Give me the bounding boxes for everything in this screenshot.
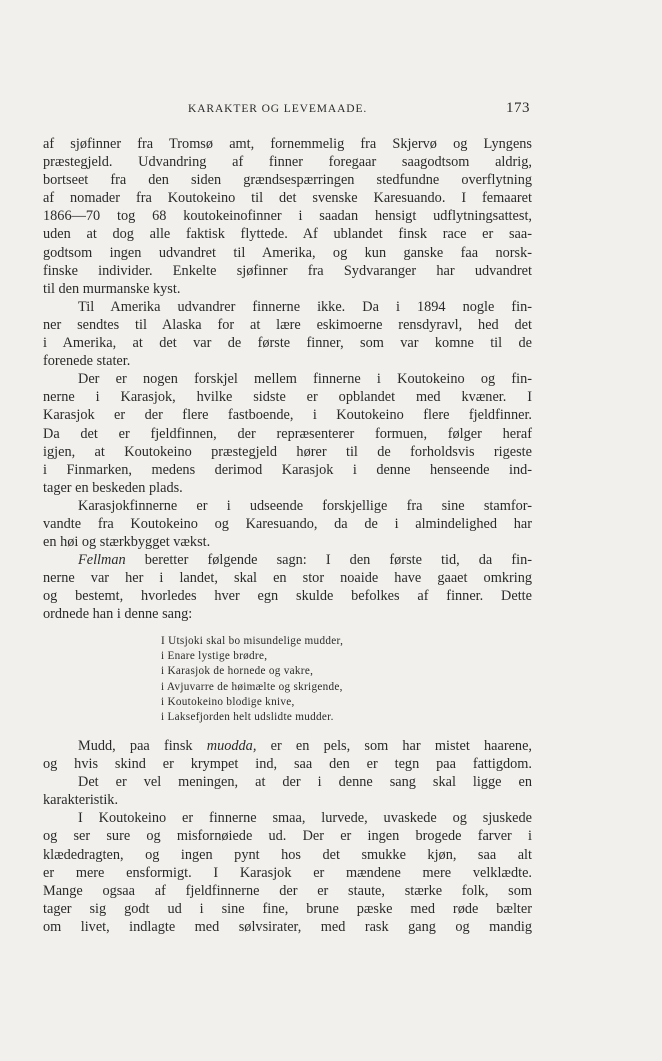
text-line: godtsom ingen udvandret til Amerika, og kun ganske faa norsk- [43,244,532,261]
text-line: Da det er fjeldfinnen, der repræsenterer formuen, følger heraf [43,425,532,442]
text-line: Karasjok er der flere fastboende, i Koutokeino flere fjeldfinner. [43,407,532,424]
text-line: nerne i Karasjok, hvilke sidste er opblandet med kvæner. I [43,389,532,406]
text-line: ner sendtes til Alaska for at lære eskimoerne rensdyravl, hed det [43,316,532,333]
text-line: igjen, at Koutokeino præstegjeld hører til de forholdsvis rigeste [43,443,532,460]
poem-line: i Koutokeino blodige knive, [161,695,295,708]
text-line: om livet, indlagte med sølvsirater, med rask gang og mandig [43,918,532,935]
text-line: I Koutokeino er finnerne smaa, lurvede, uvaskede og sjuskede [78,810,532,827]
poem-line: i Karasjok de hornede og vakre, [161,665,314,678]
text-line: finske individer. Enkelte sjøfinner fra Sydvaranger har udvandret [43,262,532,279]
text-fragment: Mudd, paa finsk [78,738,207,754]
text-line: en høi og stærkbygget vækst. [43,534,211,551]
text-line: bortseet fra den siden grændsespærringen stedfundne overflytning [43,172,532,189]
text-line: af sjøfinner fra Tromsø amt, fornemmelig fra Skjervø og Lyngens [43,136,532,152]
text-line: Mange ogsaa af fjeldfinnerne der er staute, stærke folk, som [43,882,532,899]
text-line: klædedragten, og ingen pynt hos det smukke kjøn, saa alt [43,846,532,863]
text-line: Karasjokfinnerne er i udseende forskjellige fra sine stamfor- [78,497,532,514]
running-title: KARAKTER OG LEVEMAADE. [188,103,368,115]
text-line: er mere ensformigt. I Karasjok er mændene mere velklædte. [43,864,532,881]
text-line: tager en beskeden plads. [43,479,183,496]
author-name-fellman: Fellman [78,552,126,569]
text-line [43,737,532,755]
text-line: 1866—70 tog 68 koutokeinofinner i saadan hensigt udflytningsattest, [43,208,532,225]
text-line: tager sig godt ud i sine fine, brune pæske med røde bælter [43,900,532,917]
text-line: præstegjeld. Udvandring af finner foregaar saagodtsom aldrig, [43,154,532,171]
text-line: i Amerika, at det var de første finner, som var komne til de [43,335,532,352]
text-line: uden at dog alle faktisk flyttede. Af ublandet finsk race er saa- [43,226,532,243]
text-line: nerne var her i landet, skal en stor noaide have gaaet omkring [43,570,532,587]
text-line: i Finmarken, medens derimod Karasjok i denne henseende ind- [43,461,532,478]
page-number: 173 [506,100,530,116]
text-line: af nomader fra Koutokeino til det svenske Karesuando. I femaaret [43,190,532,207]
text-line: og bestemt, hvorledes hver egn skulde befolkes af finner. Dette [43,588,532,605]
running-head [0,100,662,121]
text-line: Der er nogen forskjel mellem finnerne i Koutokeino og fin- [78,371,532,388]
poem-block [161,634,421,725]
text-line: og ser sure og misfornøiede ud. Der er ingen brogede farver i [43,828,532,845]
text-line [43,551,532,569]
text-line: Til Amerika udvandrer finnerne ikke. Da i 1894 nogle fin- [78,298,532,315]
poem-line: I Utsjoki skal bo misundelige mudder, [161,635,344,647]
poem-line: i Laksefjorden helt udslidte mudder. [161,710,334,723]
poem-line: i Avjuvarre de høimælte og skrigende, [161,680,343,693]
text-line: karakteristik. [43,792,119,809]
text-fragment: beretter følgende sagn: I den første tid, da fin- [125,552,532,569]
text-line: og hvis skind er krympet ind, saa den er tegn paa fattigdom. [43,756,532,773]
finnish-word: muodda, [206,738,257,754]
text-line: Det er vel meningen, at der i denne sang skal ligge en [78,774,532,791]
poem-line: i Enare lystige brødre, [161,650,268,663]
main-text-first [43,135,532,624]
text-line: ordnede han i denne sang: [43,606,193,623]
main-text-second [43,737,532,936]
text-line: forenede stater. [43,353,131,370]
text-line: vandte fra Koutokeino og Karesuando, da de i almindelighed har [43,515,532,532]
text-fragment: er en pels, som har mistet haarene, [256,738,532,754]
text-line: til den murmanske kyst. [43,280,181,297]
